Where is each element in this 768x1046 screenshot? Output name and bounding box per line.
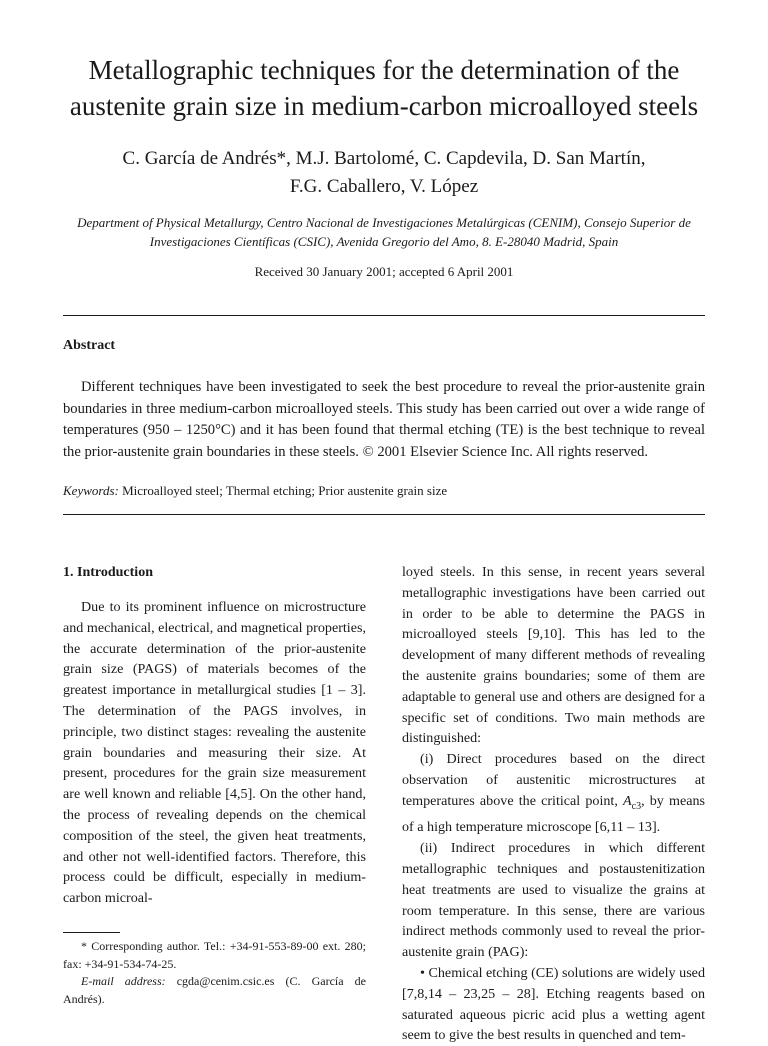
section-heading-introduction: 1. Introduction	[63, 565, 153, 580]
email-note	[63, 973, 366, 1008]
critical-point-symbol: A	[623, 792, 632, 809]
intro-paragraph-2: loyed steels. In this sense, in recent years several metallographic investigations have been carried out in order to be able to determine the PAGS in microalloyed steels [9,10]. This has led to the development of many different methods of revealing the austenite grains boundaries; some of them are adaptable to general use and others are designed for a specific set of conditions. Two main methods are distinguished:	[402, 564, 705, 747]
paper-title: Metallographic techniques for the determination of the austenite grain size in medium-carbon microalloyed steels	[69, 55, 699, 121]
intro-paragraph-4: (ii) Indirect procedures in which different metallographic techniques and postaustenitization heat treatments are used to visualize the grains at room temperature. In this sense, there are various indirect methods commonly used to reveal the prior-austenite grain (PAG):	[402, 840, 705, 961]
bottom-divider	[63, 514, 705, 515]
footnotes	[63, 938, 366, 1008]
intro-paragraph-1: Due to its prominent influence on microstructure and mechanical, electrical, and magnetical properties, the accurate determination of the prior-austenite grain size (PAGS) of materials becomes of the greatest importance in metallurgical studies [1 – 3]. The determination of the PAGS involves, in principle, two distinct stages: revealing the austenite grain boundaries and measuring their size. At present, procedures for the grain size measurement are well known and reliable [4,5]. On the other hand, the process of revealing depends on the chemical composition of the steel, the given heat treatments, and other not well-identified factors. Therefore, this process could be difficult, especially in medium-carbon microal-	[63, 599, 366, 907]
email-label: E-mail address:	[81, 974, 166, 988]
abstract-text: Different techniques have been investigated to seek the best procedure to reveal the prior-austenite grain boundaries in three medium-carbon microalloyed steels. This study has been carried out over a wide range of temperatures (950 – 1250°C) and it has been found that thermal etching (TE) is the best technique to reveal the prior-austenite grain boundaries in these steels. © 2001 Elsevier Science Inc. All rights reserved.	[63, 379, 705, 460]
received-dates: Received 30 January 2001; accepted 6 April 2001	[254, 264, 514, 279]
direct-procedure-text-end: , by means of a high temperature microscope [6,11 – 13].	[402, 792, 705, 836]
author-list	[40, 145, 728, 201]
keywords-text: Microalloyed steel; Thermal etching; Prior austenite grain size	[118, 483, 448, 498]
author-line-2: F.G. Caballero, V. López	[289, 176, 479, 197]
direct-procedure-text: (i) Direct procedures based on the direct observation of austenitic microstructures at temperatures above the critical point,	[402, 751, 705, 809]
keywords	[63, 482, 705, 500]
right-column	[402, 562, 705, 1046]
corresponding-author-note: * Corresponding author. Tel.: +34-91-553-89-00 ext. 280; fax: +34-91-534-74-25.	[63, 939, 366, 971]
author-line-1: C. García de Andrés*, M.J. Bartolomé, C. Capdevila, D. San Martín,	[122, 148, 646, 169]
affiliation: Department of Physical Metallurgy, Centro Nacional de Investigaciones Metalúrgicas (CENIM), Consejo Superior de Investigaciones Científicas (CSIC), Avenida Gregorio del Amo, 8. E-28040 Madrid, Spain	[77, 215, 691, 249]
intro-paragraph-3	[402, 749, 705, 838]
left-column	[63, 562, 366, 909]
critical-point-subscript: c3	[631, 800, 642, 812]
top-divider	[63, 315, 705, 316]
abstract-heading: Abstract	[63, 338, 116, 353]
keywords-label: Keywords:	[63, 483, 119, 498]
footnote-divider	[63, 932, 120, 933]
email-address: cgda@cenim.csic.es (C. García de Andrés).	[63, 974, 366, 1006]
intro-bullet-chemical-etching: • Chemical etching (CE) solutions are widely used [7,8,14 – 23,25 – 28]. Etching reagents based on saturated aqueous picric acid plus a wetting agent seem to give the best results in quenched and tem-	[402, 964, 705, 1044]
